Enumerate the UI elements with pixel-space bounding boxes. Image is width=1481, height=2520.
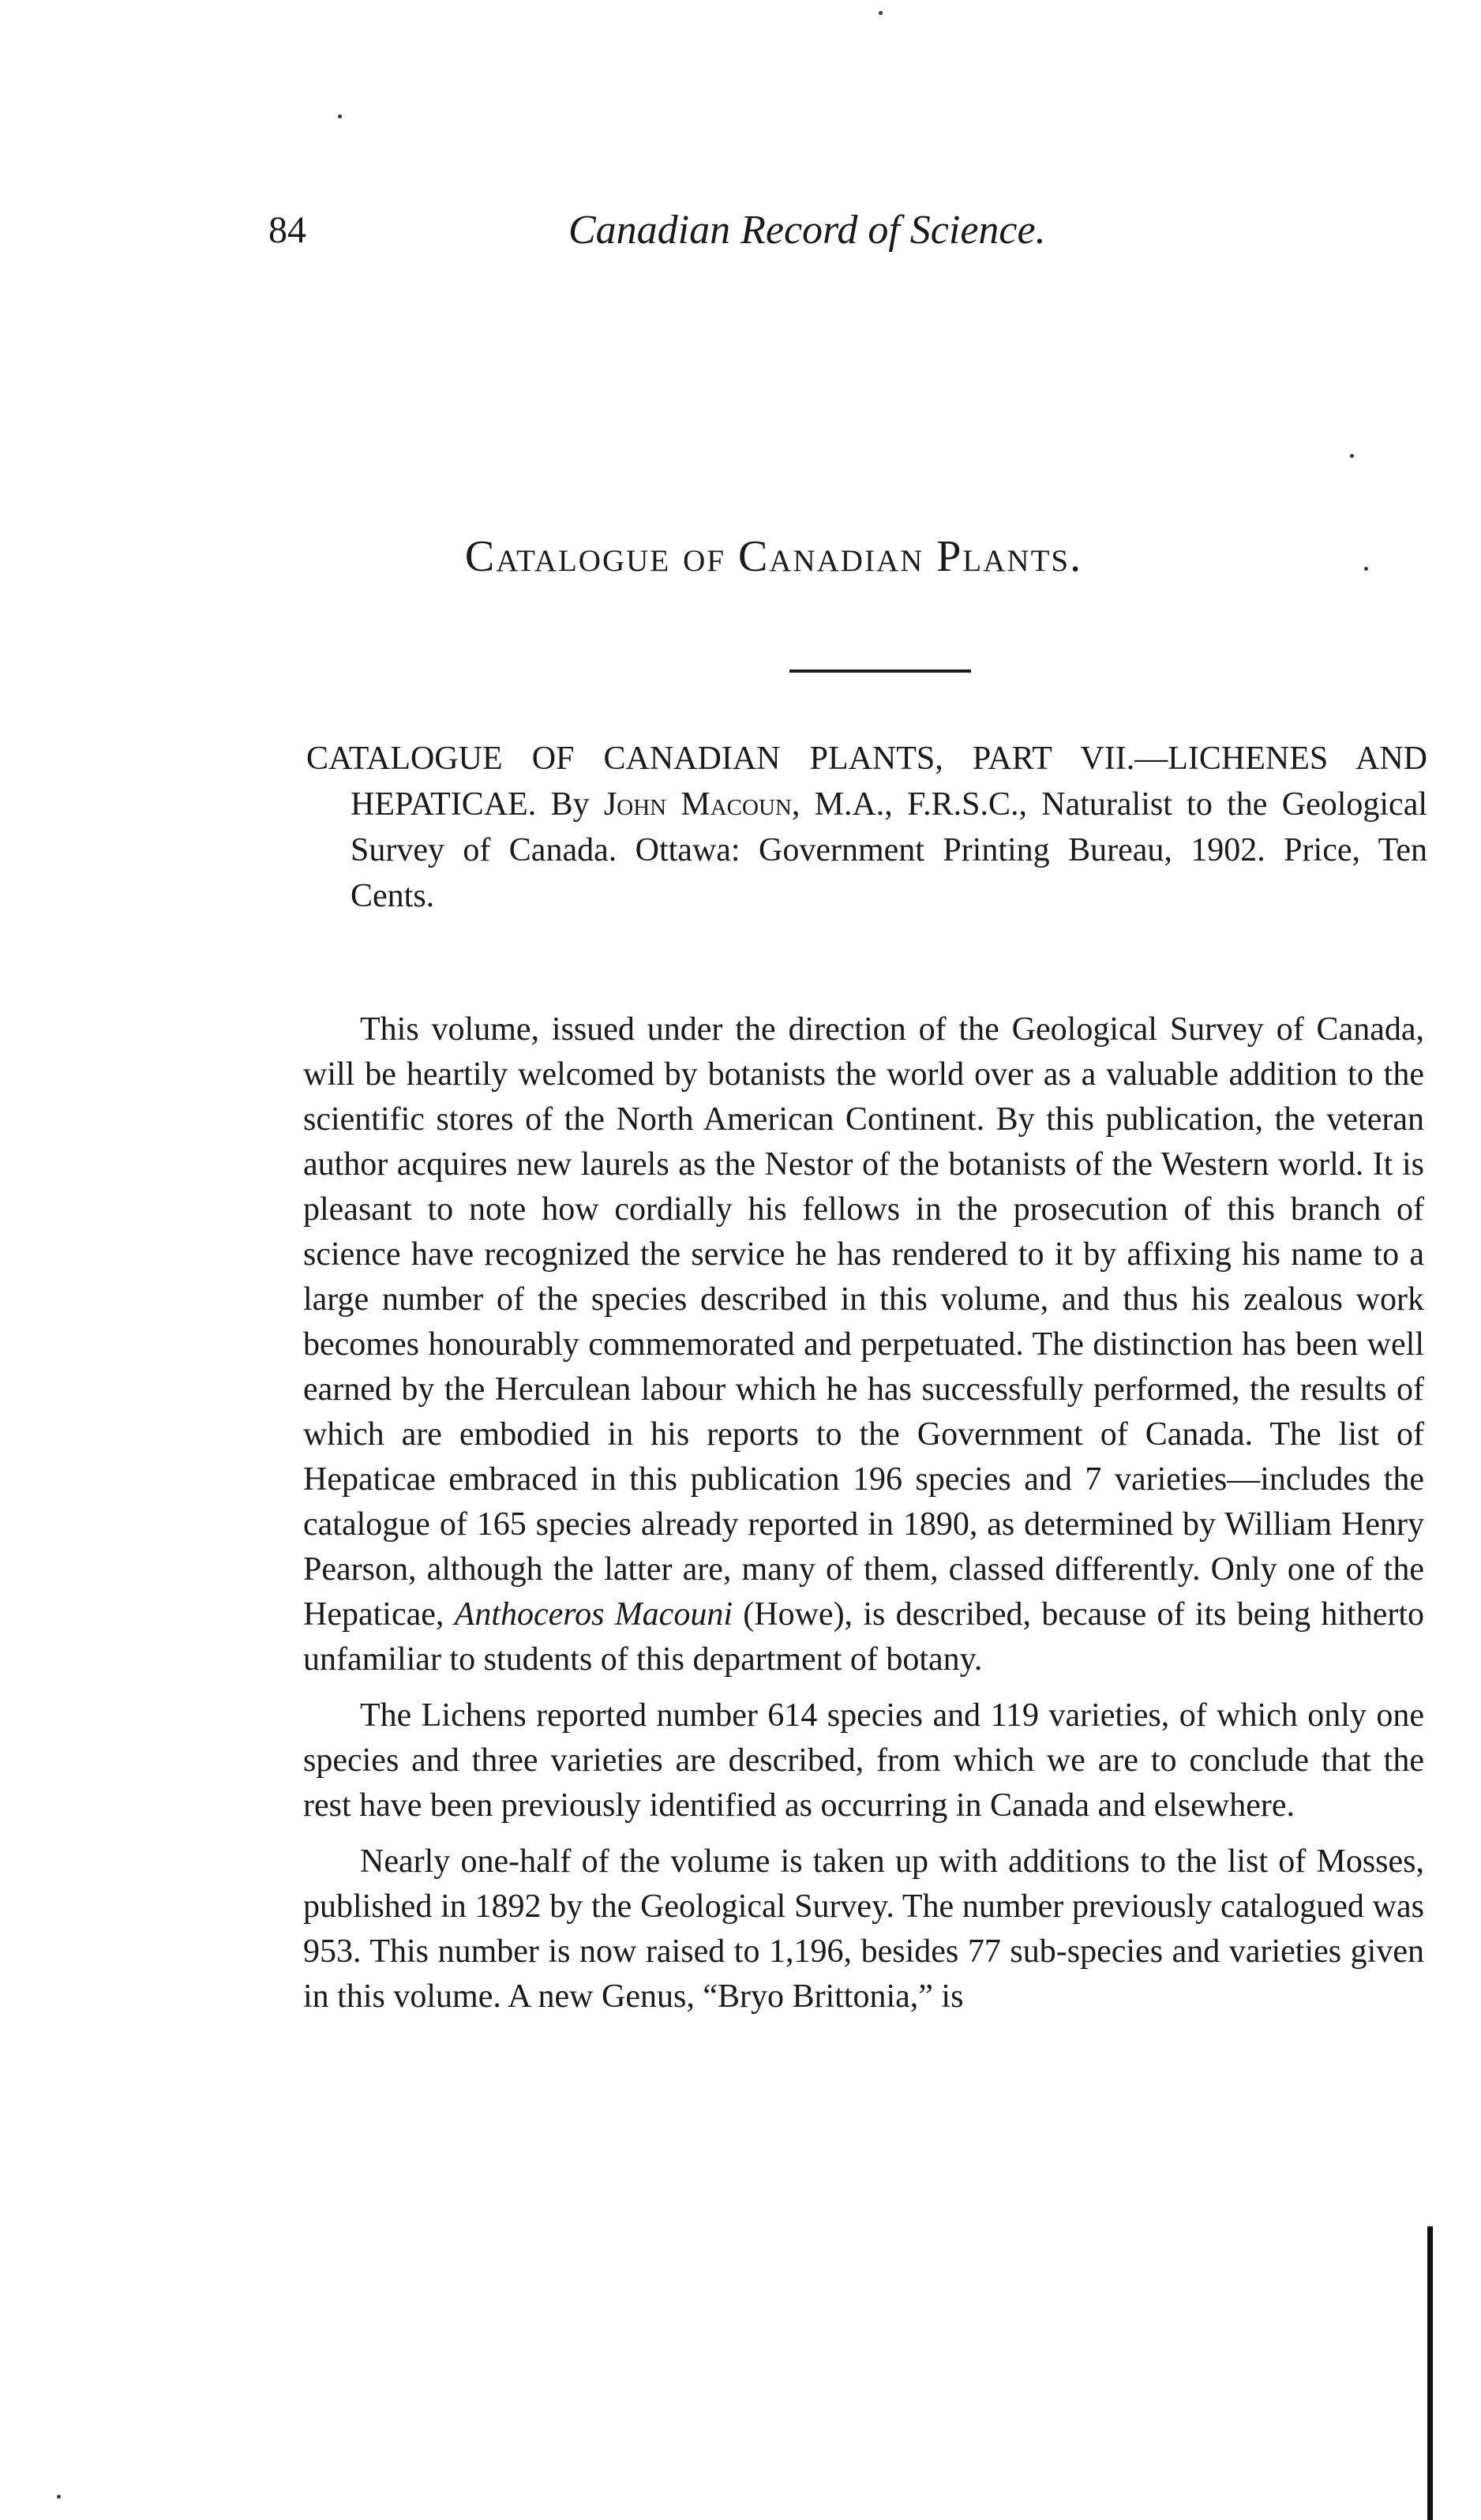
- section-divider: [789, 669, 971, 673]
- paragraph-hepaticae: [303, 1007, 1424, 1682]
- page-number: 84: [268, 209, 306, 251]
- scan-speck: [1350, 454, 1354, 458]
- scan-margin-bar: [1427, 2226, 1433, 2520]
- scan-speck: [879, 11, 883, 15]
- paragraph-lichens: The Lichens reported number 614 species and 119 varieties, of which only one species and three varieties are described, from which we are to conclude that the rest have been previously identified as occurring in Canada and elsewhere.: [303, 1697, 1424, 1824]
- section-title: Catalogue of Canadian Plants.: [464, 532, 1083, 581]
- citation-author: John Macoun: [603, 786, 792, 823]
- review-body: [303, 1007, 1424, 2031]
- paragraph-1-text-end: (Howe), is described, because of its being hitherto unfamiliar to students of this department of botany.: [303, 1596, 1424, 1678]
- running-head: [268, 207, 1200, 262]
- scan-speck: [57, 2495, 61, 2499]
- species-name: Anthoceros Macouni: [454, 1596, 733, 1633]
- citation-text-end: , M.A., F.R.S.C., Naturalist to the Geological Survey of Canada. Ottawa: Government Printing Bureau, 1902. Price, Ten Cents.: [351, 786, 1428, 914]
- citation-text-start: CATALOGUE OF CANADIAN PLANTS, PART VII.—LICHENES AND HEPATICAE. By: [306, 741, 1427, 823]
- scan-speck: [338, 114, 342, 118]
- book-citation: [306, 736, 1427, 919]
- scan-speck: [1364, 567, 1368, 571]
- journal-title: Canadian Record of Science.: [568, 208, 1046, 253]
- paragraph-1-text: This volume, issued under the direction of the Geological Survey of Canada, will be heartily welcomed by botanists the world over as a valuable addition to the scientific stores of the North American Continent. By this publication, the veteran author acquires new laurels as the Nestor of the botanists of the Western world. It is pleasant to note how cordially his fellows in the prosecution of this branch of science have recognized the service he has rendered to it by affixing his name to a large number of the species described in this volume, and thus his zealous work becomes honourably commemorated and perpetuated. The distinction has been well earned by the Herculean labour which he has successfully performed, the results of which are embodied in his reports to the Government of Canada. The list of Hepaticae embraced in this publication 196 species and 7 varieties—includes the catalogue of 165 species already reported in 1890, as determined by William Henry Pearson, although the latter are, many of them, classed differently. Only one of the Hepaticae,: [303, 1011, 1424, 1633]
- paragraph-mosses: Nearly one-half of the volume is taken up with additions to the list of Mosses, published in 1892 by the Geological Survey. The number previously catalogued was 953. This number is now raised to 1,196, besides 77 sub-species and varieties given in this volume. A new Genus, “Bryo Brittonia,” is: [303, 1843, 1424, 2015]
